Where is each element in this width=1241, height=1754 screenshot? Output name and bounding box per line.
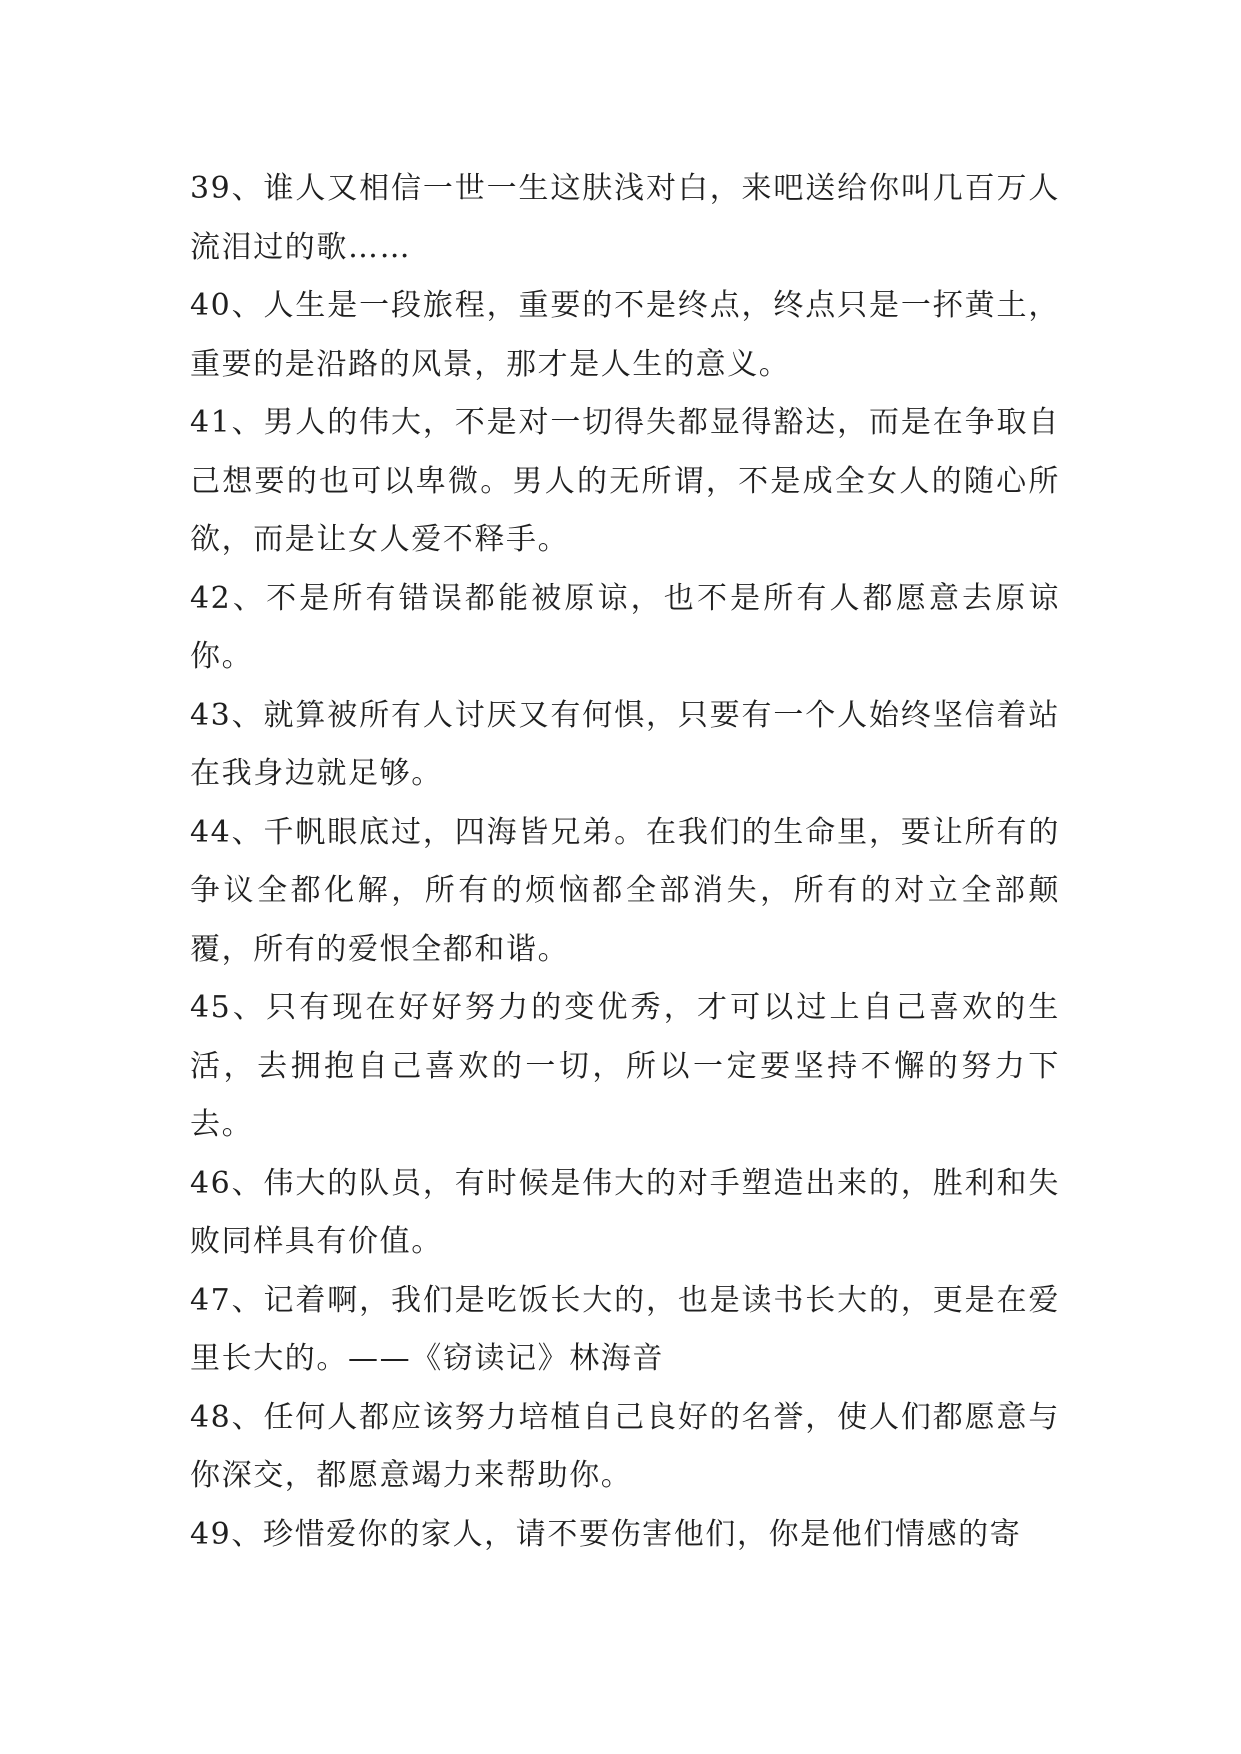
paragraph-46: 46、伟大的队员，有时候是伟大的对手塑造出来的，胜利和失败同样具有价值。: [190, 1165, 1060, 1259]
paragraph-39: 39、谁人又相信一世一生这肤浅对白，来吧送给你叫几百万人流泪过的歌……: [190, 171, 1060, 265]
paragraph-41: 41、男人的伟大，不是对一切得失都显得豁达，而是在争取自己想要的也可以卑微。男人的无所谓，不是成全女人的随心所欲，而是让女人爱不释手。: [190, 405, 1060, 557]
paragraph-48: 48、任何人都应该努力培植自己良好的名誉，使人们都愿意与你深交，都愿意竭力来帮助你。: [190, 1399, 1060, 1493]
paragraph-47: 47、记着啊，我们是吃饭长大的，也是读书长大的，更是在爱里长大的。——《窃读记》林海音: [190, 1282, 1060, 1376]
paragraph-45: 45、只有现在好好努力的变优秀，才可以过上自己喜欢的生活，去拥抱自己喜欢的一切，所以一定要坚持不懈的努力下去。: [190, 990, 1060, 1142]
paragraph-40: 40、人生是一段旅程，重要的不是终点，终点只是一抔黄土，重要的是沿路的风景，那才是人生的意义。: [190, 288, 1060, 382]
paragraph-49: 49、珍惜爱你的家人，请不要伤害他们，你是他们情感的寄: [190, 1516, 1022, 1552]
paragraph-43: 43、就算被所有人讨厌又有何惧，只要有一个人始终坚信着站在我身边就足够。: [190, 697, 1060, 791]
document-body: [190, 160, 1060, 1564]
paragraph-44: 44、千帆眼底过，四海皆兄弟。在我们的生命里，要让所有的争议全都化解，所有的烦恼都全部消失，所有的对立全部颠覆，所有的爱恨全都和谐。: [190, 814, 1060, 967]
paragraph-42: 42、不是所有错误都能被原谅，也不是所有人都愿意去原谅你。: [190, 580, 1060, 674]
